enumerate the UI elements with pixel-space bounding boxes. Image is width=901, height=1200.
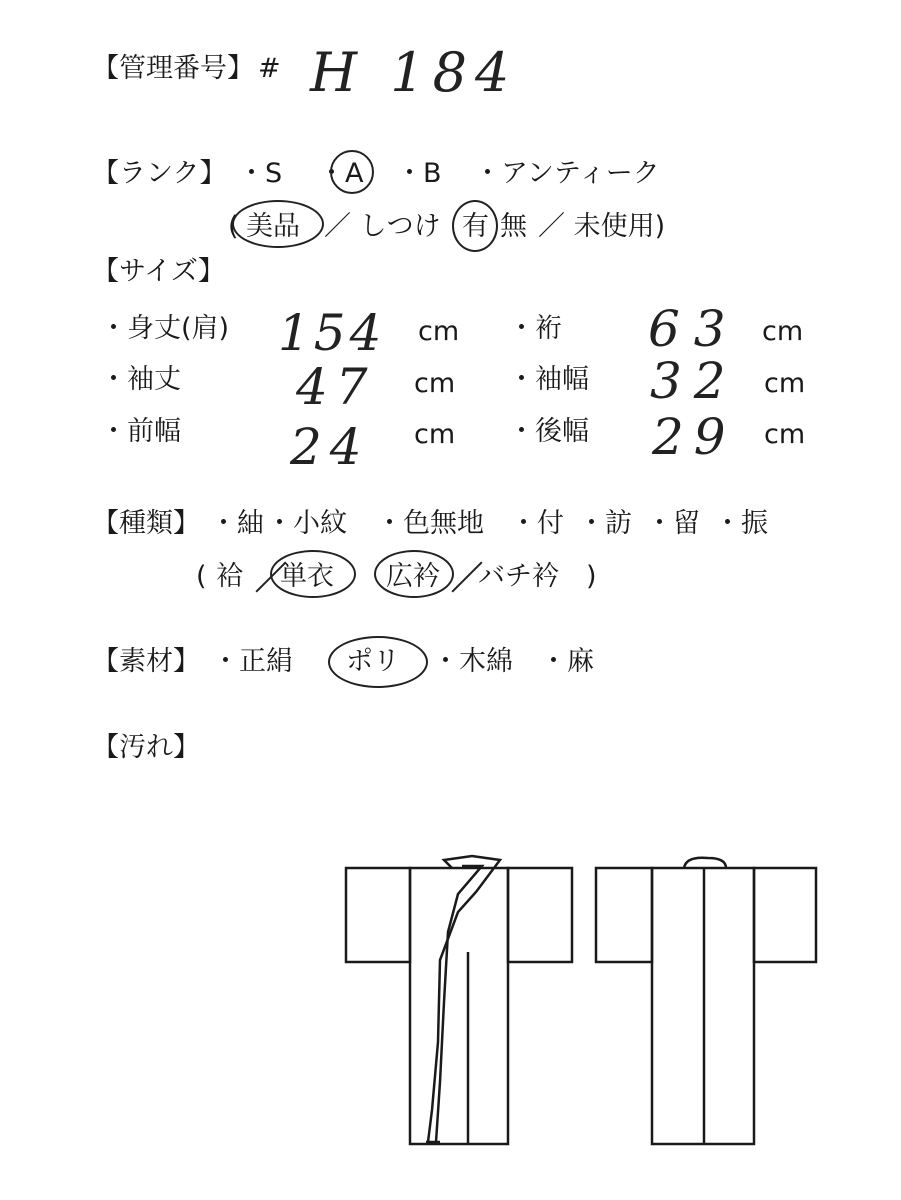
type-option-houmon: ・訪 xyxy=(578,508,632,539)
kimono-front-diagram xyxy=(340,852,580,1192)
size-row-0-left-label: ・身丈(肩) xyxy=(100,313,230,344)
type-sub-hitoe: 単衣 xyxy=(280,561,334,592)
material-option-silk: ・正絹 xyxy=(212,646,293,677)
size-row-1-right-unit: cm xyxy=(764,368,806,399)
front-left-sleeve xyxy=(346,868,410,962)
size-row-0-right-unit: cm xyxy=(762,316,804,347)
size-row-2-left-unit: cm xyxy=(414,419,456,450)
rank-option-s: ・S xyxy=(238,158,283,189)
rank-label: 【ランク】 xyxy=(92,158,227,189)
back-collar xyxy=(684,858,726,868)
size-row-2-right-label: ・後幅 xyxy=(508,416,589,447)
size-row-1-right-value: 32 xyxy=(650,352,738,410)
condition-open-paren: ( xyxy=(228,211,239,242)
size-row-0-left-value: 154 xyxy=(278,304,386,362)
size-row-1-left-unit: cm xyxy=(414,368,456,399)
condition-basting-yes: 有 xyxy=(462,211,489,242)
type-sub-close-paren: ) xyxy=(586,561,597,592)
management-number-label: 【管理番号】 xyxy=(92,53,254,84)
size-row-1-right-label: ・袖幅 xyxy=(508,364,589,395)
size-row-2-left-value: 24 xyxy=(290,418,370,476)
rank-option-b: ・B xyxy=(396,158,442,189)
size-row-2-right-value: 29 xyxy=(652,408,736,466)
type-option-furi: ・振 xyxy=(714,508,768,539)
type-option-tsumugi: ・紬 xyxy=(210,508,264,539)
type-sub-open-paren: ( xyxy=(196,561,207,592)
condition-basting-no: 無 xyxy=(500,211,527,242)
size-row-0-right-label: ・裄 xyxy=(508,313,562,344)
type-label: 【種類】 xyxy=(92,508,200,539)
material-option-hemp: ・麻 xyxy=(540,646,594,677)
material-label: 【素材】 xyxy=(92,646,200,677)
type-option-tsuke: ・付 xyxy=(510,508,564,539)
rank-option-antique: ・アンティーク xyxy=(474,158,660,189)
type-option-iromuji: ・色無地 xyxy=(376,508,484,539)
type-option-tome: ・留 xyxy=(646,508,700,539)
type-sub-bachieri: バチ衿 xyxy=(478,561,559,592)
hash-symbol: # xyxy=(258,53,281,84)
size-row-1-left-value: 47 xyxy=(296,358,376,416)
condition-unused: ／ 未使用) xyxy=(538,211,666,242)
size-row-1-left-label: ・袖丈 xyxy=(100,364,181,395)
back-right-sleeve xyxy=(754,868,816,962)
kimono-back-diagram xyxy=(590,852,830,1192)
front-collar-inner xyxy=(436,866,482,1142)
stain-label: 【汚れ】 xyxy=(92,732,200,763)
size-label: 【サイズ】 xyxy=(92,256,225,287)
size-row-2-left-label: ・前幅 xyxy=(100,416,181,447)
size-row-0-right-value: 63 xyxy=(648,300,740,358)
back-left-sleeve xyxy=(596,868,652,962)
type-sub-awase: 袷 xyxy=(216,561,243,592)
type-option-komon: ・小紋 xyxy=(266,508,347,539)
type-sub-hiroeri: 広衿 xyxy=(386,561,440,592)
size-row-2-right-unit: cm xyxy=(764,419,806,450)
material-option-poly: ポリ xyxy=(346,646,400,677)
front-right-sleeve xyxy=(508,868,572,962)
size-row-0-left-unit: cm xyxy=(418,316,460,347)
material-option-cotton: ・木綿 xyxy=(432,646,513,677)
management-number-value: H 184 xyxy=(310,41,518,104)
condition-basting: ／ しつけ xyxy=(324,211,441,242)
condition-beautiful: 美品 xyxy=(246,211,300,242)
rank-option-a: ・A xyxy=(318,158,364,189)
